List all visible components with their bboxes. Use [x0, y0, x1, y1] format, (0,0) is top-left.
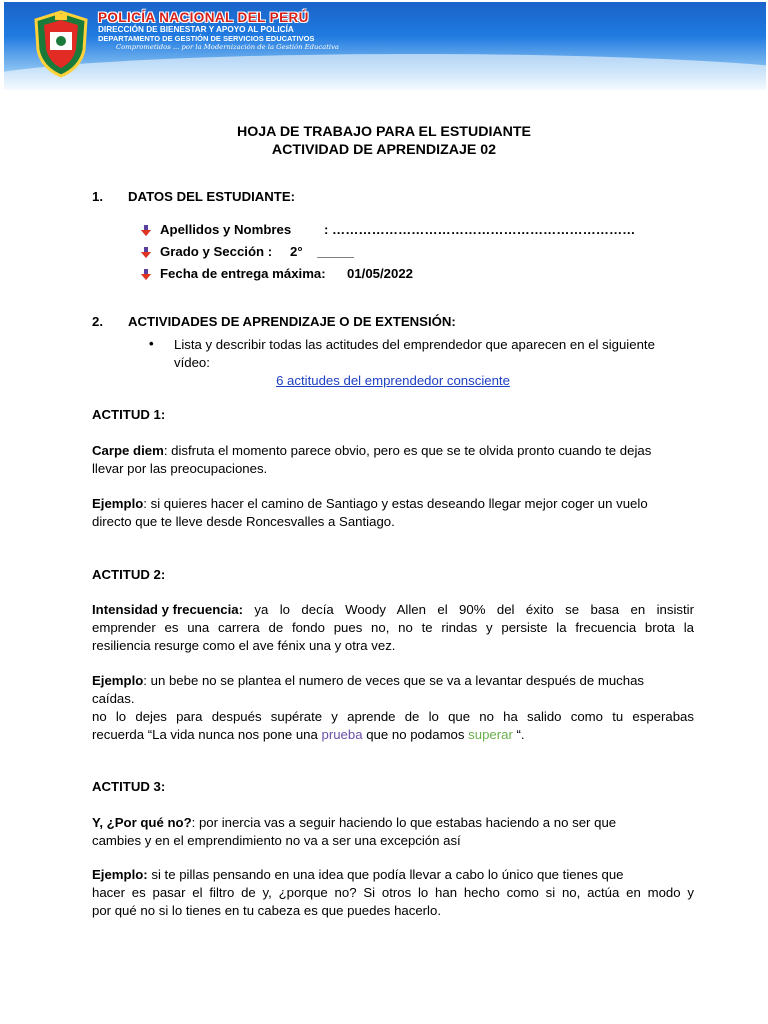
actitud2-example-quote: recuerda “La vida nunca nos pone una prueba que no podamos superar “. [92, 727, 525, 742]
actitud2-description-line2: emprender es una carrera de fondo pues no, no te rindas y persiste la frecuencia brota la [92, 620, 694, 635]
highlight-word-superar: superar [468, 727, 513, 742]
actitud3-example-line3: por qué no si lo tienes en tu cabeza es que puedes hacerlo. [92, 903, 441, 918]
actitud1-example-line2: directo que te lleve desde Roncesvalles a Santiago. [92, 514, 395, 529]
field-grade-value[interactable]: 2° _____ [290, 244, 354, 259]
field-name-label: Apellidos y Nombres [160, 222, 292, 237]
arrow-bullet-icon [140, 269, 152, 281]
direction-name: DIRECCIÓN DE BIENESTAR Y APOYO AL POLICÍA [98, 25, 294, 34]
actitud2-term: Intensidad y frecuencia: [92, 602, 243, 617]
highlight-word-prueba: prueba [321, 727, 363, 742]
section2-number: 2. [92, 314, 103, 329]
actitud3-description-line2: cambies y en el emprendimiento no va a ser una excepción así [92, 833, 461, 848]
example-label: Ejemplo [92, 673, 144, 688]
arrow-bullet-icon [140, 225, 152, 237]
actitud1-heading: ACTITUD 1: [92, 407, 166, 422]
header-banner [4, 2, 766, 90]
motto: Comprometidos ... por la Modernización de la Gestión Educativa [116, 43, 339, 51]
actitud2-example-line2: caídas. [92, 691, 135, 706]
department-name: DEPARTAMENTO DE GESTIÓN DE SERVICIOS EDUCATIVOS [98, 34, 315, 43]
institution-name: POLICÍA NACIONAL DEL PERÚ [98, 10, 309, 25]
section2-heading: ACTIVIDADES DE APRENDIZAJE O DE EXTENSIÓN: [128, 314, 456, 329]
banner-wave [4, 54, 766, 90]
example-label: Ejemplo [92, 496, 144, 511]
document-title: HOJA DE TRABAJO PARA EL ESTUDIANTE [236, 124, 532, 140]
actitud2-example-line3: no lo dejes para después supérate y aprende de lo que no ha salido como tu esperabas [92, 709, 694, 724]
video-link[interactable]: 6 actitudes del emprendedor consciente [276, 373, 510, 388]
actitud3-example-line2: hacer es pasar el filtro de y, ¿porque no? Si otros lo han hecho como si no, actúa en modo y [92, 885, 694, 900]
actitud2-description: Intensidad y frecuencia: ya lo decía Woody Allen el 90% del éxito se basa en insistir [92, 602, 694, 617]
activity-instruction-line1: Lista y describir todas las actitudes del emprendedor que aparecen en el siguiente [174, 337, 655, 352]
section1-number: 1. [92, 189, 103, 204]
police-crest-logo [32, 10, 90, 78]
example-label: Ejemplo: [92, 867, 148, 882]
arrow-bullet-icon [140, 247, 152, 259]
field-date-label: Fecha de entrega máxima: [160, 266, 326, 281]
actitud1-description-line2: llevar por las preocupaciones. [92, 461, 268, 476]
document-subtitle: ACTIVIDAD DE APRENDIZAJE 02 [271, 142, 497, 158]
actitud1-example: Ejemplo: si quieres hacer el camino de Santiago y estas deseando llegar mejor coger un vuelo [92, 496, 648, 511]
actitud2-description-line3: resiliencia resurge como el ave fénix una y otra vez. [92, 638, 396, 653]
field-name-value[interactable]: : …………………………………………………………… [324, 222, 636, 237]
actitud1-term: Carpe diem [92, 443, 164, 458]
actitud3-term: Y, ¿Por qué no? [92, 815, 192, 830]
actitud3-example: Ejemplo: si te pillas pensando en una idea que podía llevar a cabo lo único que tienes que [92, 867, 624, 882]
actitud1-description: Carpe diem: disfruta el momento parece obvio, pero es que se te olvida pronto cuando te dejas [92, 443, 652, 458]
activity-instruction-line2: vídeo: [174, 355, 210, 370]
field-grade-label: Grado y Sección : [160, 244, 273, 259]
actitud3-heading: ACTITUD 3: [92, 779, 166, 794]
actitud2-heading: ACTITUD 2: [92, 567, 166, 582]
actitud3-description: Y, ¿Por qué no?: por inercia vas a seguir haciendo lo que estabas haciendo a no ser que [92, 815, 617, 830]
actitud2-example: Ejemplo: un bebe no se plantea el numero de veces que se va a levantar después de muchas [92, 673, 645, 688]
field-date-value: 01/05/2022 [347, 266, 414, 281]
section1-heading: DATOS DEL ESTUDIANTE: [128, 189, 296, 204]
bullet-dot: • [149, 336, 154, 351]
